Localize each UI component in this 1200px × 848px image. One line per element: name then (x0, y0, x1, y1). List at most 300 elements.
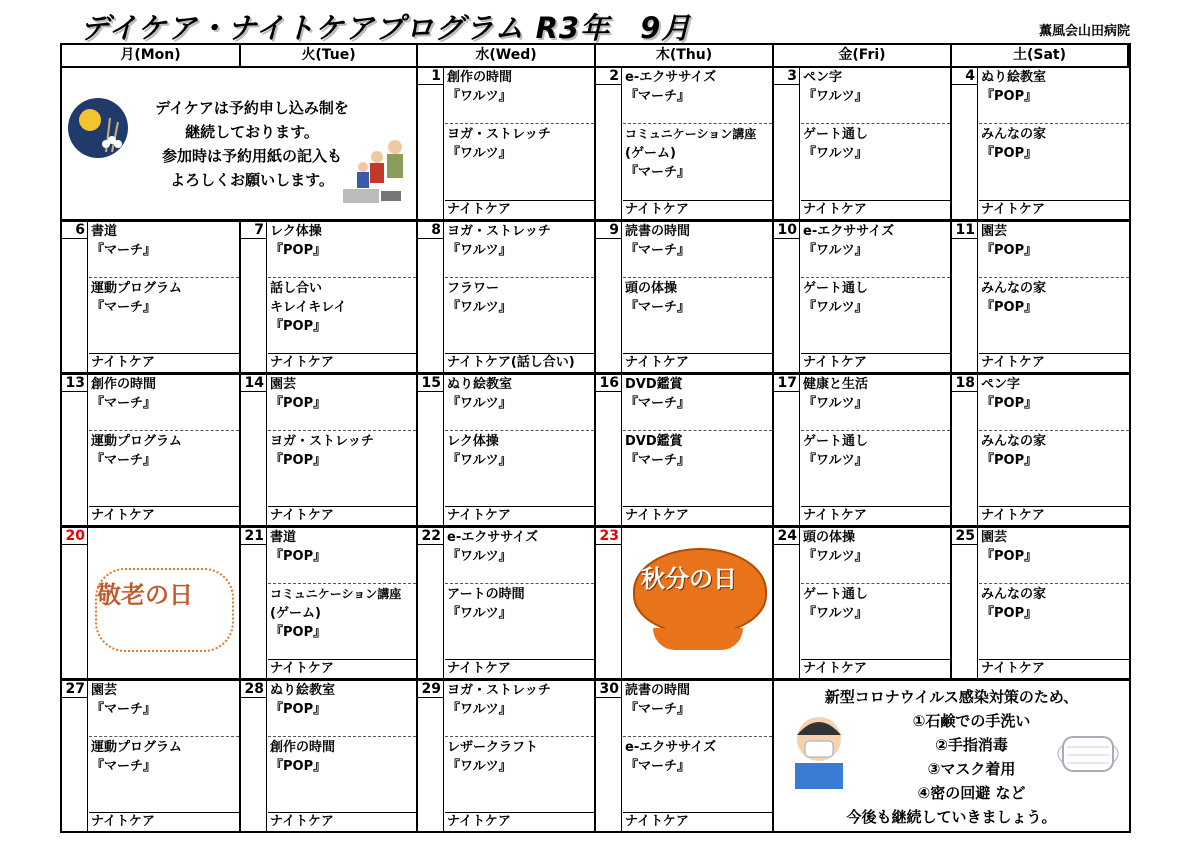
day-number: 25 (952, 528, 977, 545)
activity-line: DVD鑑賞 (625, 377, 683, 392)
activity-line: 『マーチ』 (625, 759, 691, 774)
am-pm-divider (89, 430, 239, 431)
activity-line: ペン字 (981, 377, 1021, 392)
corona-line: ④密の回避 など (917, 784, 1026, 802)
day-cell (774, 68, 952, 222)
day-number-column (952, 68, 978, 219)
activity-line: 創作の時間 (270, 740, 336, 755)
activity-line: 『ワルツ』 (447, 606, 512, 621)
day-number: 10 (774, 222, 799, 239)
day-number: 14 (241, 375, 266, 392)
day-cell (774, 681, 1129, 831)
day-number-column (241, 222, 267, 372)
activity-line: 『POP』 (981, 89, 1038, 104)
morning-program (981, 528, 1129, 566)
weekday-header: 木(Thu) (596, 45, 774, 68)
day-number: 11 (952, 222, 977, 239)
am-pm-divider (623, 277, 772, 278)
notice-line: よろしくお願いします。 (170, 171, 334, 189)
afternoon-program (981, 125, 1129, 163)
activity-line: 『マーチ』 (625, 165, 691, 180)
morning-program (803, 528, 950, 566)
activity-line: 『マーチ』 (91, 453, 157, 468)
activity-line: 創作の時間 (447, 70, 513, 85)
day-body (445, 681, 594, 831)
night-care-label: ナイトケア (801, 659, 950, 678)
day-body (445, 68, 594, 219)
calendar-grid (60, 43, 1131, 833)
day-body (268, 528, 416, 678)
corona-line: 新型コロナウイルス感染対策のため、 (824, 688, 1079, 706)
day-number-column (774, 528, 800, 678)
afternoon-program (981, 279, 1129, 317)
day-number-column (774, 375, 800, 525)
day-body (801, 222, 950, 372)
afternoon-program (270, 738, 416, 776)
am-pm-divider (979, 123, 1129, 124)
day-number: 6 (62, 222, 87, 239)
night-care-label: ナイトケア (268, 812, 416, 831)
day-cell (418, 681, 596, 831)
activity-line: ぬり絵教室 (270, 683, 336, 698)
day-number-column (62, 681, 88, 831)
activity-line: 『ワルツ』 (447, 549, 512, 564)
mask-icon (1053, 729, 1123, 779)
activity-line: フラワー (447, 281, 500, 296)
activity-line: ゲート通し (803, 587, 869, 602)
morning-program (981, 222, 1129, 260)
day-cell (62, 375, 241, 528)
morning-program (447, 375, 594, 413)
am-pm-divider (801, 277, 950, 278)
day-body (445, 528, 594, 678)
day-number: 13 (62, 375, 87, 392)
activity-line: 書道 (91, 224, 118, 239)
activity-line: ヨガ・ストレッチ (447, 683, 551, 698)
morning-program (981, 375, 1129, 413)
day-body (801, 528, 950, 678)
activity-line: e-エクササイズ (803, 224, 895, 239)
activity-line: みんなの家 (981, 281, 1047, 296)
night-care-label: ナイトケア (801, 353, 950, 372)
morning-program (447, 222, 594, 260)
activity-line: 『POP』 (270, 243, 327, 258)
morning-program (270, 528, 416, 566)
activity-line: コミュニケーション講座 (270, 587, 402, 601)
day-number: 27 (62, 681, 87, 698)
activity-line: 運動プログラム (91, 434, 182, 449)
activity-line: 頭の体操 (803, 530, 856, 545)
day-number: 17 (774, 375, 799, 392)
morning-program (625, 681, 772, 719)
morning-program (447, 68, 594, 106)
morning-program (270, 222, 416, 260)
activity-line: コミュニケーション講座 (625, 127, 757, 141)
night-care-label: ナイトケア (445, 659, 594, 678)
morning-program (91, 375, 239, 413)
day-number-column (241, 528, 267, 678)
day-number: 20 (62, 528, 87, 545)
afternoon-program (625, 738, 772, 776)
activity-line: 『POP』 (981, 300, 1038, 315)
morning-program (91, 222, 239, 260)
activity-line: みんなの家 (981, 127, 1047, 142)
am-pm-divider (623, 430, 772, 431)
moon-viewing-illustration (66, 96, 130, 160)
afternoon-program (447, 125, 594, 163)
day-body (89, 528, 239, 678)
am-pm-divider (979, 583, 1129, 584)
afternoon-program (625, 279, 772, 317)
corona-line: ①石鹸での手洗い (912, 712, 1031, 730)
activity-line: 『POP』 (270, 549, 327, 564)
afternoon-program (91, 432, 239, 470)
day-number: 30 (596, 681, 621, 698)
activity-line: 園芸 (91, 683, 118, 698)
activity-line: 『POP』 (270, 702, 327, 717)
weekday-header: 土(Sat) (952, 45, 1129, 68)
afternoon-program (447, 432, 594, 470)
activity-line: 『マーチ』 (625, 396, 691, 411)
morning-program (447, 681, 594, 719)
am-pm-divider (445, 277, 594, 278)
activity-line: DVD鑑賞 (625, 434, 683, 449)
afternoon-program (447, 738, 594, 776)
morning-program (981, 68, 1129, 106)
activity-line: ぬり絵教室 (981, 70, 1047, 85)
night-care-label: ナイトケア (623, 200, 772, 219)
day-body (268, 222, 416, 372)
night-care-label: ナイトケア (445, 506, 594, 525)
day-number: 1 (418, 68, 443, 85)
morning-program (803, 68, 950, 106)
day-number: 9 (596, 222, 621, 239)
day-number: 16 (596, 375, 621, 392)
activity-line: 『マーチ』 (625, 89, 691, 104)
activity-line: 『ワルツ』 (803, 396, 868, 411)
activity-line: ゲート通し (803, 434, 869, 449)
holiday-name: 秋分の日 (641, 565, 737, 593)
day-number: 4 (952, 68, 977, 85)
activity-line: e-エクササイズ (447, 530, 539, 545)
activity-line: ゲート通し (803, 281, 869, 296)
day-number-column (952, 222, 978, 372)
activity-line: ヨガ・ストレッチ (270, 434, 374, 449)
day-number: 2 (596, 68, 621, 85)
day-number-column (774, 68, 800, 219)
morning-program (447, 528, 594, 566)
activity-line: ヨガ・ストレッチ (447, 224, 551, 239)
afternoon-program (803, 279, 950, 317)
day-cell (241, 681, 418, 831)
activity-line: 読書の時間 (625, 683, 691, 698)
activity-line: e-エクササイズ (625, 70, 717, 85)
day-body (979, 68, 1129, 219)
activity-line: ペン字 (803, 70, 843, 85)
day-number-column (241, 375, 267, 525)
hospital-name: 薫風会山田病院 (1038, 24, 1130, 39)
day-number-column (62, 375, 88, 525)
day-number: 22 (418, 528, 443, 545)
am-pm-divider (89, 736, 239, 737)
night-care-label: ナイトケア (801, 200, 950, 219)
day-number-column (596, 375, 622, 525)
corona-line: 今後も継続していきましょう。 (846, 808, 1057, 826)
activity-line: 『POP』 (270, 625, 327, 640)
activity-line: 『POP』 (270, 396, 327, 411)
afternoon-program (270, 279, 416, 336)
day-number: 21 (241, 528, 266, 545)
day-cell (596, 528, 774, 681)
day-number-column (241, 681, 267, 831)
day-body (268, 375, 416, 525)
activity-line: 『ワルツ』 (803, 549, 868, 564)
am-pm-divider (623, 736, 772, 737)
activity-line: 園芸 (981, 224, 1008, 239)
day-number: 23 (596, 528, 621, 545)
night-care-label: ナイトケア(話し合い) (445, 353, 594, 372)
afternoon-program (91, 738, 239, 776)
day-cell (62, 681, 241, 831)
morning-program (803, 222, 950, 260)
day-body (979, 222, 1129, 372)
activity-line: 『POP』 (981, 396, 1038, 411)
weekday-header: 火(Tue) (241, 45, 418, 68)
activity-line: (ゲーム) (625, 146, 676, 161)
day-cell (774, 375, 952, 528)
day-body (445, 222, 594, 372)
am-pm-divider (445, 583, 594, 584)
morning-program (625, 68, 772, 106)
day-body (801, 68, 950, 219)
morning-program (625, 375, 772, 413)
afternoon-program (447, 585, 594, 623)
day-cell (418, 375, 596, 528)
am-pm-divider (801, 583, 950, 584)
activity-line: 『マーチ』 (91, 243, 157, 258)
activity-line: 『ワルツ』 (803, 243, 868, 258)
day-cell (774, 222, 952, 375)
day-number-column (418, 528, 444, 678)
page-title: デイケア・ナイトケアプログラム R3年 9月 (80, 11, 692, 45)
corona-line: ③マスク着用 (927, 760, 1016, 778)
am-pm-divider (268, 277, 416, 278)
night-care-label: ナイトケア (623, 506, 772, 525)
day-number-column (596, 222, 622, 372)
day-number: 7 (241, 222, 266, 239)
activity-line: 『POP』 (270, 453, 327, 468)
am-pm-divider (445, 736, 594, 737)
maple-leaves-decoration (95, 568, 234, 652)
notice-line: デイケアは予約申し込み制を (155, 99, 349, 117)
activity-line: 『ワルツ』 (803, 146, 868, 161)
day-cell (952, 68, 1129, 222)
am-pm-divider (801, 123, 950, 124)
day-cell (596, 375, 774, 528)
day-body (445, 375, 594, 525)
activity-line: 『POP』 (981, 243, 1038, 258)
day-body (623, 68, 772, 219)
activity-line: e-エクササイズ (625, 740, 717, 755)
activity-line: 『ワルツ』 (447, 702, 512, 717)
day-number: 18 (952, 375, 977, 392)
activity-line: 『ワルツ』 (803, 453, 868, 468)
night-care-label: ナイトケア (89, 812, 239, 831)
holiday-badge (623, 528, 772, 678)
day-body (268, 681, 416, 831)
day-cell (241, 222, 418, 375)
afternoon-program (447, 279, 594, 317)
day-body (89, 681, 239, 831)
day-number-column (952, 528, 978, 678)
day-cell (596, 68, 774, 222)
activity-line: ヨガ・ストレッチ (447, 127, 551, 142)
day-cell (952, 528, 1129, 681)
day-cell (62, 222, 241, 375)
activity-line: 『ワルツ』 (447, 759, 512, 774)
night-care-label: ナイトケア (623, 812, 772, 831)
night-care-label: ナイトケア (979, 200, 1129, 219)
corona-line: ②手指消毒 (935, 736, 1008, 754)
am-pm-divider (979, 277, 1129, 278)
day-cell (774, 528, 952, 681)
activity-line: 創作の時間 (91, 377, 157, 392)
activity-line: 『POP』 (981, 549, 1038, 564)
activity-line: 『ワルツ』 (803, 89, 868, 104)
day-number: 29 (418, 681, 443, 698)
night-care-label: ナイトケア (268, 353, 416, 372)
activity-line: 『マーチ』 (625, 453, 691, 468)
day-number: 28 (241, 681, 266, 698)
am-pm-divider (801, 430, 950, 431)
activity-line: キレイキレイ (270, 300, 347, 315)
night-care-label: ナイトケア (89, 353, 239, 372)
night-care-label: ナイトケア (979, 506, 1129, 525)
weekday-header: 金(Fri) (774, 45, 952, 68)
activity-line: 運動プログラム (91, 281, 182, 296)
day-number-column (418, 681, 444, 831)
activity-line: 頭の体操 (625, 281, 678, 296)
afternoon-program (91, 279, 239, 317)
am-pm-divider (623, 123, 772, 124)
am-pm-divider (268, 583, 416, 584)
day-cell (596, 222, 774, 375)
activity-line: 『POP』 (270, 759, 327, 774)
afternoon-program (803, 125, 950, 163)
activity-line: レク体操 (447, 434, 499, 449)
day-number-column (418, 375, 444, 525)
day-body (979, 375, 1129, 525)
weekday-header: 月(Mon) (62, 45, 241, 68)
activity-line: レザークラフト (447, 740, 539, 755)
day-cell (418, 528, 596, 681)
day-number-column (596, 528, 622, 678)
activity-line: 『ワルツ』 (447, 89, 512, 104)
am-pm-divider (979, 430, 1129, 431)
activity-line: 『マーチ』 (91, 300, 157, 315)
activity-line: 『POP』 (981, 453, 1038, 468)
morning-program (803, 375, 950, 413)
day-number: 3 (774, 68, 799, 85)
day-body (623, 375, 772, 525)
activity-line: 書道 (270, 530, 297, 545)
activity-line: 『ワルツ』 (447, 300, 512, 315)
activity-line: レク体操 (270, 224, 322, 239)
activity-line: 園芸 (981, 530, 1008, 545)
activity-line: 『ワルツ』 (447, 146, 512, 161)
activity-line: 『ワルツ』 (447, 453, 512, 468)
morning-program (270, 681, 416, 719)
activity-line: 『マーチ』 (91, 396, 157, 411)
day-cell (62, 68, 418, 222)
day-body (89, 222, 239, 372)
night-care-label: ナイトケア (445, 200, 594, 219)
day-number-column (596, 68, 622, 219)
day-number-column (774, 222, 800, 372)
day-number: 15 (418, 375, 443, 392)
am-pm-divider (268, 430, 416, 431)
afternoon-program (981, 585, 1129, 623)
day-body (89, 375, 239, 525)
day-number-column (62, 222, 88, 372)
day-body (623, 222, 772, 372)
am-pm-divider (445, 123, 594, 124)
day-cell (62, 528, 241, 681)
lantern-base (653, 628, 743, 650)
activity-line: みんなの家 (981, 587, 1047, 602)
am-pm-divider (445, 430, 594, 431)
day-cell (952, 222, 1129, 375)
activity-line: みんなの家 (981, 434, 1047, 449)
day-body (623, 528, 772, 678)
activity-line: 『マーチ』 (625, 300, 691, 315)
afternoon-program (803, 585, 950, 623)
activity-line: 『マーチ』 (91, 759, 157, 774)
day-number: 24 (774, 528, 799, 545)
night-care-label: ナイトケア (89, 506, 239, 525)
notice-line: 参加時は予約用紙の記入も (161, 147, 342, 165)
weekday-header: 水(Wed) (418, 45, 596, 68)
activity-line: 運動プログラム (91, 740, 182, 755)
activity-line: アートの時間 (447, 587, 525, 602)
activity-line: 『マーチ』 (625, 243, 691, 258)
masked-person-illustration (789, 709, 849, 789)
day-cell (596, 681, 774, 831)
night-care-label: ナイトケア (445, 812, 594, 831)
night-care-label: ナイトケア (979, 353, 1129, 372)
afternoon-program (981, 432, 1129, 470)
activity-line: 読書の時間 (625, 224, 691, 239)
activity-line: 『ワルツ』 (803, 606, 868, 621)
activity-line: 『POP』 (981, 606, 1038, 621)
night-care-label: ナイトケア (268, 506, 416, 525)
morning-program (270, 375, 416, 413)
morning-program (625, 222, 772, 260)
afternoon-program (270, 585, 416, 642)
am-pm-divider (268, 736, 416, 737)
morning-program (91, 681, 239, 719)
activity-line: 『POP』 (981, 146, 1038, 161)
night-care-label: ナイトケア (801, 506, 950, 525)
activity-line: 『マーチ』 (625, 702, 691, 717)
day-number-column (952, 375, 978, 525)
activity-line: 『ワルツ』 (447, 396, 512, 411)
activity-line: 『マーチ』 (91, 702, 157, 717)
day-cell (241, 528, 418, 681)
afternoon-program (625, 432, 772, 470)
night-care-label: ナイトケア (268, 659, 416, 678)
night-care-label: ナイトケア (623, 353, 772, 372)
